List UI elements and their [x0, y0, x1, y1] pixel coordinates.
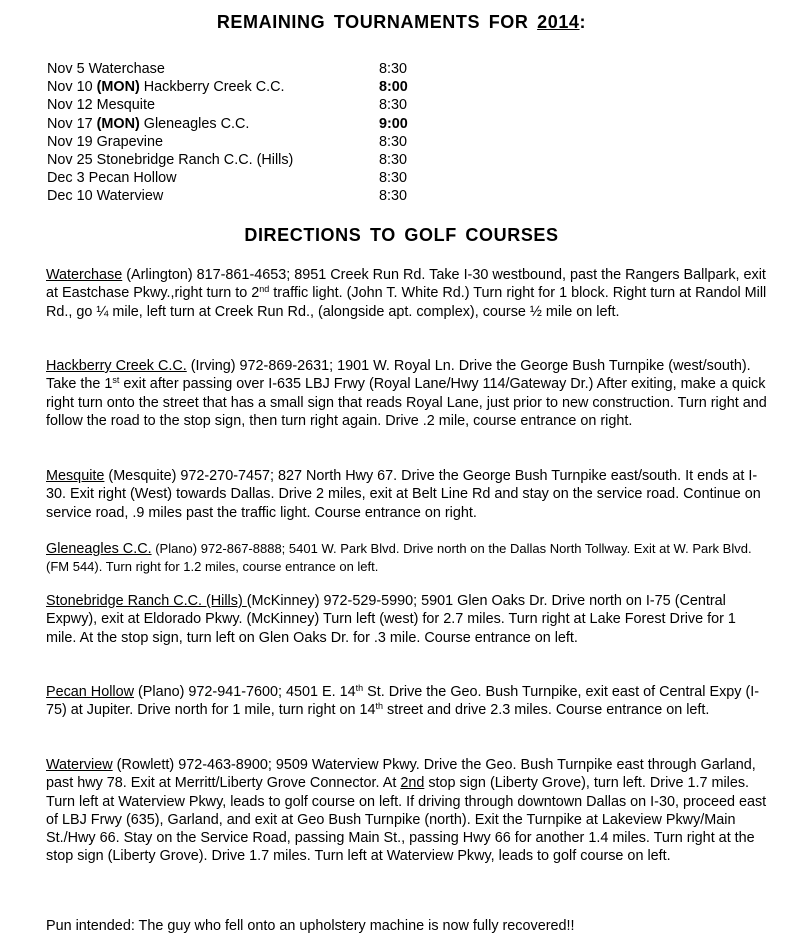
directions-stonebridge [46, 592, 768, 647]
pun-footer: Pun intended: The guy who fell onto an upholstery machine is now fully recovered!! [46, 918, 575, 934]
directions-text: (Irving) 972-869-2631; 1901 W. Royal Ln. Drive the George Bush Turnpike (west/south). Take the 1 [46, 358, 751, 393]
event-course: Hackberry Creek C.C. [139, 79, 285, 96]
directions-text: traffic light. (John T. White Rd.) Turn right for 1 block. Right turn at Randol Mill Rd., go ¼ mile, left turn at Creek Run Rd., (alongside apt. complex), course ½ mile on left. [46, 285, 767, 320]
directions-title: DIRECTIONS TO GOLF COURSES [244, 225, 559, 245]
directions-text: (McKinney) 972-529-5990; 5901 Glen Oaks Dr. Drive north on I-75 (Central Expwy), exit at Eldorado Pkwy. (McKinney) Turn left (west) for 2.7 miles. Turn right at Lake Forest Drive for 1 mile. At the stop sign, turn left on Glen Oaks Dr. for .3 mile. Course entrance on left. [46, 593, 736, 646]
schedule-row [47, 115, 467, 133]
underlined-ordinal: 2nd [400, 775, 425, 792]
directions-hackberry [46, 357, 768, 430]
directions-text: exit after passing over I-635 LBJ Frwy (Royal Lane/Hwy 114/Gateway Dr.) After exiting, make a quick right turn onto the street that has a small sign that reads Royal Lane, just prior to new construction. Turn right and follow the road to the stop sign, then turn right again. Drive .2 mile, course entrance on right. [46, 376, 767, 429]
event-text: Nov 10 [47, 79, 97, 96]
directions-text: (Plano) 972-867-8888; 5401 W. Park Blvd. Drive north on the Dallas North Tollway. Exit at W. Park Blvd. (FM 544). Turn right for 1.2 miles, course entrance on left. [46, 541, 752, 575]
event-text: Nov 17 [47, 115, 97, 132]
ordinal-suffix: st [112, 375, 120, 386]
tournament-schedule [47, 60, 467, 206]
directions-pecan-hollow [46, 683, 768, 720]
directions-waterchase [46, 266, 768, 321]
directions-text: stop sign (Liberty Grove), turn left. Drive 1.7 miles. Turn left at Waterview Pkwy, leads to golf course on left. If driving through downtown Dallas on I-30, proceed east of LBJ Frwy (635), Garland, and exit at Geo Bush Turnpike (north). Exit the Turnpike at Lakeview Pkwy/Main St./Hwy 66. Stay on the Service Road, passing Main St., passing Hwy 66 for another 1.4 miles. Turn right at the stop sign (Liberty Grove). Drive 1.7 miles. Turn left at Waterview Pkwy, leads to golf course on left. [46, 775, 767, 865]
schedule-row [47, 169, 467, 187]
event-text: Nov 12 Mesquite [47, 97, 155, 114]
tee-time: 8:30 [379, 151, 408, 168]
tee-time: 8:30 [379, 133, 408, 150]
title-suffix: : [579, 12, 587, 32]
schedule-row [47, 133, 467, 151]
course-name: Gleneagles C.C. [46, 541, 152, 557]
schedule-row [47, 78, 467, 96]
event-text: Nov 19 Grapevine [47, 133, 163, 150]
event-text: Dec 3 Pecan Hollow [47, 170, 177, 187]
course-name: Pecan Hollow [46, 684, 134, 700]
tee-time: 8:30 [379, 97, 408, 114]
schedule-row [47, 96, 467, 114]
directions-text: (Plano) 972-941-7600; 4501 E. 14 [134, 684, 356, 700]
page-title [0, 12, 803, 33]
course-name: Hackberry Creek C.C. [46, 358, 187, 374]
course-name: Mesquite [46, 468, 105, 484]
directions-text: (Arlington) 817-861-4653; 8951 Creek Run Rd. Take I-30 westbound, past the Rangers Ballpark, exit at Eastchase Pkwy.,right turn to 2 [46, 267, 766, 302]
ordinal-suffix: th [355, 683, 364, 693]
course-name: Waterchase [46, 267, 123, 283]
event-text: Dec 10 Waterview [47, 188, 164, 205]
title-year: 2014 [537, 12, 580, 32]
schedule-row [47, 151, 467, 169]
ordinal-suffix: nd [259, 284, 270, 295]
event-day-flag: (MON) [96, 115, 140, 132]
directions-waterview [46, 756, 768, 866]
ordinal-suffix: th [375, 701, 384, 712]
directions-text: (Rowlett) 972-463-8900; 9509 Waterview Pkwy. Drive the Geo. Bush Turnpike east through Garland, past hwy 78. Exit at Merritt/Liberty Grove Connector. At [46, 757, 756, 792]
event-course: Gleneagles C.C. [139, 115, 250, 132]
event-text: Nov 25 Stonebridge Ranch C.C. (Hills) [47, 151, 294, 168]
tee-time: 8:30 [379, 170, 408, 187]
directions-gleneagles [46, 540, 768, 577]
directions-text: street and drive 2.3 miles. Course entrance on left. [383, 702, 710, 719]
directions-mesquite [46, 467, 768, 522]
event-day-flag: (MON) [96, 79, 140, 96]
tee-time: 8:00 [379, 79, 408, 96]
event-text: Nov 5 Waterchase [47, 61, 165, 77]
course-name: Waterview [46, 757, 113, 773]
schedule-row [47, 187, 467, 205]
directions-text: (Mesquite) 972-270-7457; 827 North Hwy 67. Drive the George Bush Turnpike east/south. It ends at I-30. Exit right (West) towards Dallas. Drive 2 miles, exit at Belt Line Rd and stay on the service road. Continue on service road, .9 miles past the traffic light. Course entrance on right. [46, 468, 761, 521]
schedule-row [47, 60, 467, 78]
tee-time: 8:30 [379, 188, 408, 205]
title-prefix: REMAINING TOURNAMENTS FOR [216, 12, 538, 32]
tee-time: 8:30 [379, 61, 408, 77]
tee-time: 9:00 [379, 115, 408, 132]
directions-text: St. Drive the Geo. Bush Turnpike, exit east of Central Expy (I-75) at Jupiter. Drive north for 1 mile, turn right on 14 [46, 684, 760, 719]
course-name: Stonebridge Ranch C.C. (Hills) [46, 593, 247, 609]
